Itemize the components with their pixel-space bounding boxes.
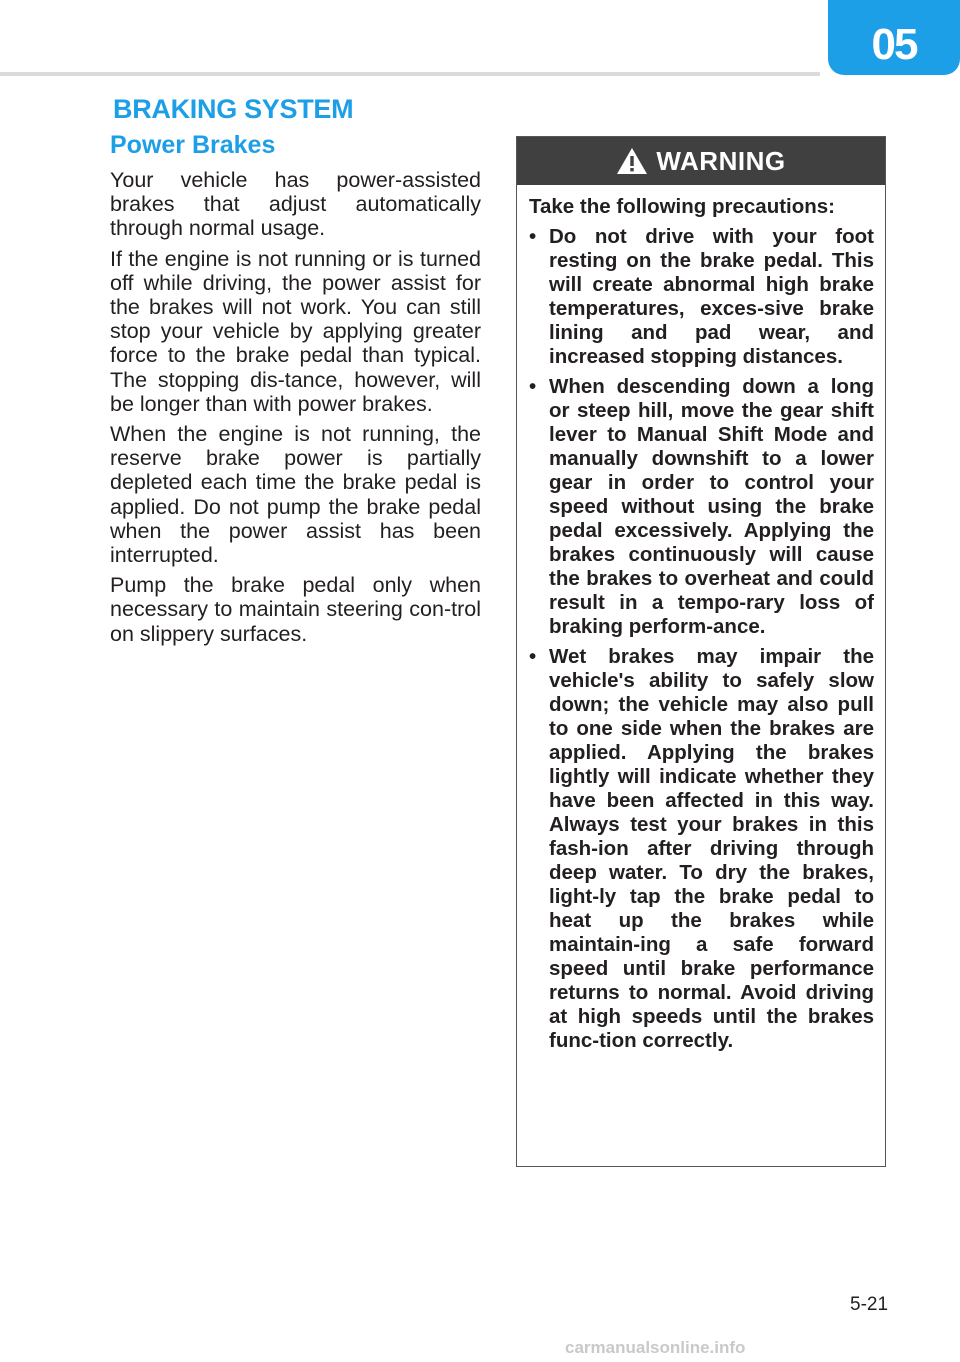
sub-heading: Power Brakes [110,131,276,159]
section-title: BRAKING SYSTEM [113,94,354,124]
warning-title: WARNING [656,145,786,176]
header-rule [0,72,820,76]
warning-item [529,645,874,1053]
warning-box [516,136,886,1167]
warning-item-text: Wet brakes may impair the vehicle's ability to safely slow down; the vehicle may also pull to one side when the brakes are applied. Applying the brakes lightly will indicate whether they have been affected in this way. Always test your brakes in this fash-ion after driving through deep water. To dry the brakes, light-ly tap the brake pedal to heat up the brakes while maintain-ing a safe forward speed until brake performance returns to normal. Avoid driving at high speeds until the brakes func-tion correctly. [549,645,874,1052]
watermark-link[interactable]: carmanualsonline.info [565,1338,746,1357]
warning-item [529,225,874,369]
body-paragraph: Pump the brake pedal only when necessary to maintain steering con-trol on slippery surfaces. [110,573,481,646]
body-paragraph: If the engine is not running or is turned off while driving, the power assist for the brakes will not work. You can still stop your vehicle by applying greater force to the brake pedal than typical. The stopping dis-tance, however, will be longer than with power brakes. [110,246,481,416]
bullet: • [529,225,537,248]
warning-intro: Take the following precautions: [529,195,836,218]
warning-body [517,185,885,1053]
warning-header [517,137,885,185]
bullet: • [529,375,537,398]
warning-item-text: Do not drive with your foot resting on the brake pedal. This will create abnormal high brake temperatures, exces-sive brake lining and pad wear, and increased stopping distances. [549,225,874,368]
warning-triangle-icon [616,147,648,175]
warning-list [529,225,874,1053]
page-number: 5-21 [850,1294,889,1315]
warning-item [529,375,874,639]
bullet: • [529,645,537,668]
chapter-tab: 05 [828,0,960,75]
body-paragraph: Your vehicle has power-assisted brakes that adjust automatically through normal usage. [110,168,481,241]
body-text-column [110,168,481,652]
warning-item-text: When descending down a long or steep hill, move the gear shift lever to Manual Shift Mode and manually downshift to a lower gear in order to control your speed without using the brake pedal excessively. Applying the brakes continuously will cause the brakes to overheat and could result in a tempo-rary loss of braking perform-ance. [549,375,874,638]
body-paragraph: When the engine is not running, the reserve brake power is partially depleted each time the brake pedal is applied. Do not pump the brake pedal when the power assist has been interrupted. [110,422,481,568]
